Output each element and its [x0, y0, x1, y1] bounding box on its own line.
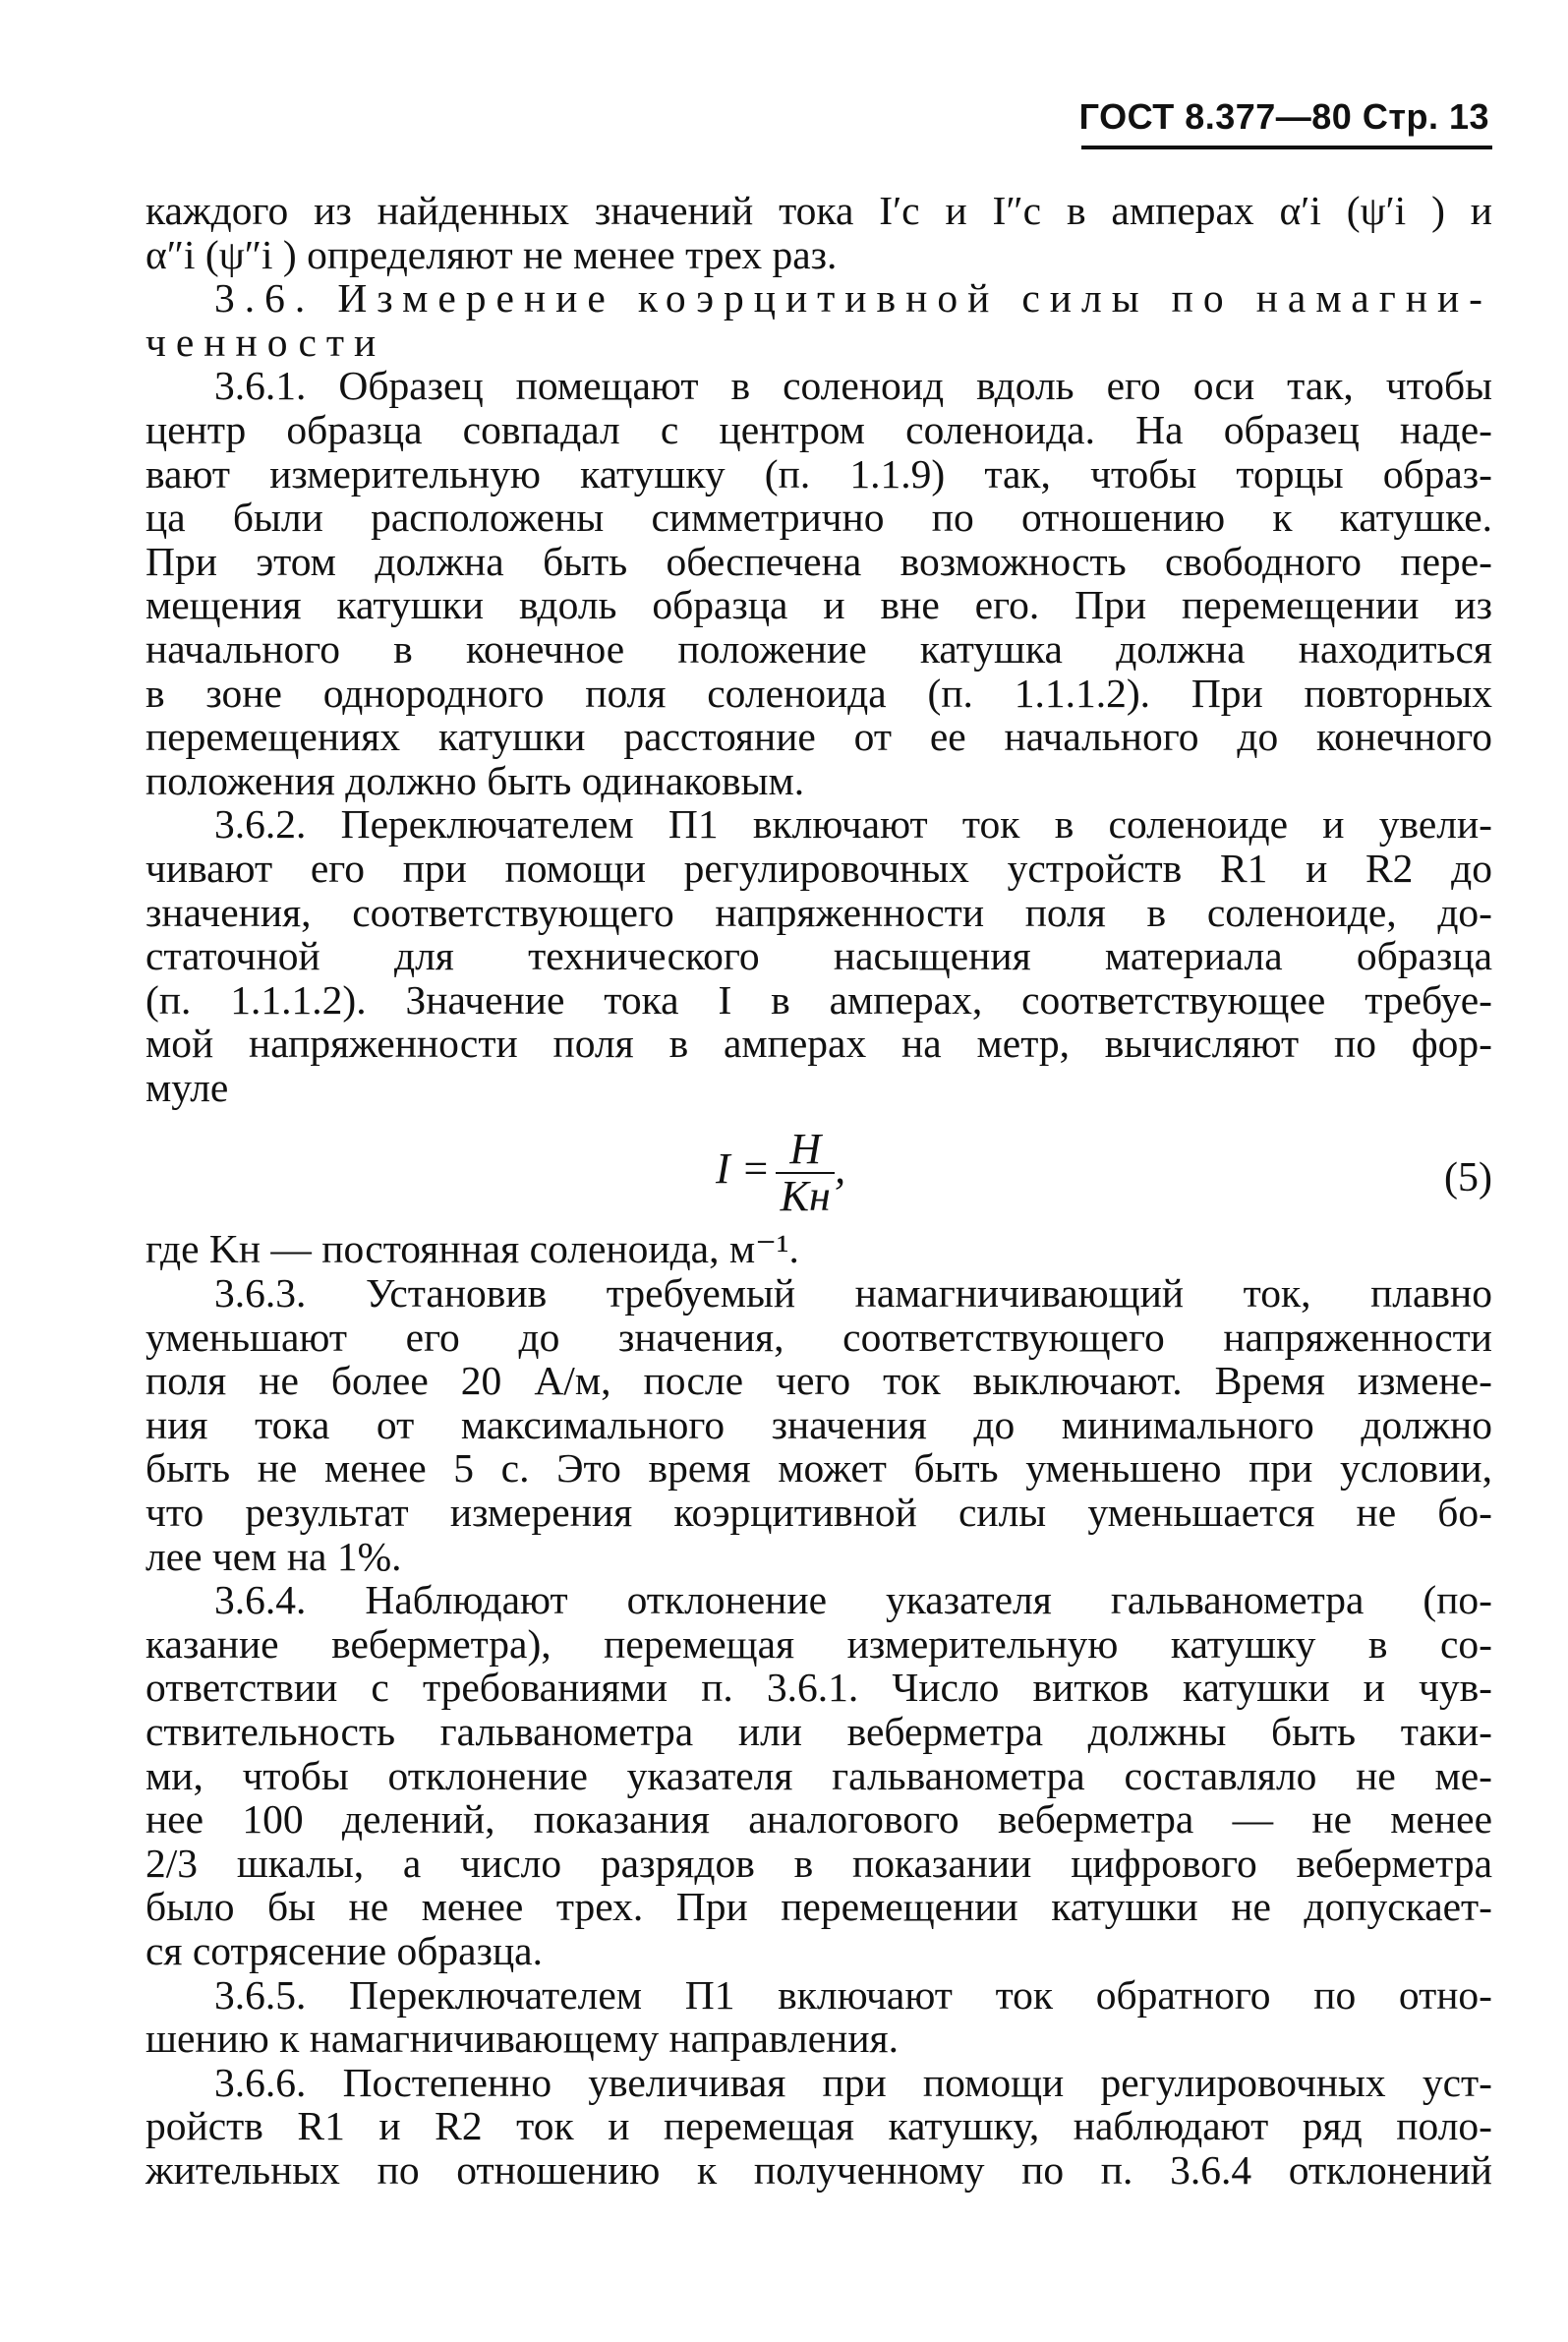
- text-line: что результат измерения коэрцитивной силы уменьшается не бо-: [145, 1490, 1492, 1536]
- header-rule: [1081, 146, 1492, 149]
- text-line: ствительность гальванометра или веберметра должны быть таки-: [145, 1709, 1492, 1754]
- text-line: быть не менее 5 с. Это время может быть уменьшено при условии,: [145, 1445, 1492, 1492]
- text-line: 2/3 шкалы, а число разрядов в показании цифрового веберметра: [145, 1840, 1492, 1886]
- text-line: статочной для технического насыщения материала образца: [145, 933, 1492, 979]
- text-line: казание веберметра), перемещая измерительную катушку в со-: [145, 1620, 1492, 1667]
- text-line: 3.6.6. Постепенно увеличивая при помощи регулировочных уст-: [214, 2059, 1492, 2105]
- text-line: чивают его при помощи регулировочных устройств R1 и R2 до: [145, 845, 1492, 891]
- text-line: α″i (ψ″i ) определяют не менее трех раз.: [145, 231, 838, 277]
- text-line: ми, чтобы отклонение указателя гальванометра составляло не ме-: [145, 1752, 1492, 1798]
- text-line: поля не более 20 А/м, после чего ток выключают. Время измене-: [145, 1358, 1492, 1404]
- text-line: шению к намагничивающему направления.: [145, 2016, 900, 2062]
- section-heading: 3.6. Измерение коэрцитивной силы по намагни-: [214, 275, 1492, 322]
- page-header: ГОСТ 8.377—80 Стр. 13: [1078, 96, 1489, 137]
- formula-block: [145, 1109, 1492, 1227]
- text-line: начального в конечное положение катушка должна находиться: [145, 625, 1492, 672]
- text-line: 3.6.3. Установив требуемый намагничивающий ток, плавно: [214, 1270, 1492, 1317]
- formula-lhs: I =: [716, 1144, 771, 1194]
- text-line: положения должно быть одинаковым.: [145, 757, 805, 803]
- text-line: (п. 1.1.1.2). Значение тока I в амперах, соответствующее требуе-: [145, 976, 1492, 1023]
- text-line: где Kн — постоянная соленоида, м⁻¹.: [145, 1226, 799, 1272]
- text-line: ройств R1 и R2 ток и перемещая катушку, наблюдают ряд поло-: [145, 2103, 1492, 2149]
- text-line: 3.6.2. Переключателем П1 включают ток в соленоиде и увели-: [214, 801, 1492, 848]
- text-line: перемещениях катушки расстояние от ее начального до конечного: [145, 714, 1492, 760]
- text-line: 3.6.5. Переключателем П1 включают ток обратного по отно-: [214, 1971, 1492, 2018]
- formula-trailing: ,: [835, 1144, 846, 1194]
- text-line: нее 100 делений, показания аналогового веберметра — не менее: [145, 1796, 1492, 1843]
- text-line: ца были расположены симметрично по отношению к катушке.: [145, 495, 1492, 541]
- text-line: ния тока от максимального значения до минимального должно: [145, 1401, 1492, 1447]
- text-line: значения, соответствующего напряженности поля в соленоиде, до-: [145, 889, 1492, 935]
- section-heading: ченности: [145, 319, 386, 365]
- formula-denominator: Kн: [780, 1172, 831, 1221]
- formula-fraction: [776, 1127, 835, 1219]
- document-body: [145, 189, 1492, 2193]
- text-line: было бы не менее трех. При перемещении катушки не допускает-: [145, 1884, 1492, 1930]
- formula-numerator: H: [776, 1127, 835, 1174]
- text-line: в зоне однородного поля соленоида (п. 1.1.1.2). При повторных: [145, 670, 1492, 716]
- text-line: мой напряженности поля в амперах на метр, вычисляют по фор-: [145, 1021, 1492, 1067]
- text-line: жительных по отношению к полученному по п. 3.6.4 отклонений: [145, 2146, 1492, 2193]
- text-line: лее чем на 1%.: [145, 1533, 402, 1579]
- text-line: При этом должна быть обеспечена возможность свободного пере-: [145, 538, 1492, 584]
- text-line: 3.6.1. Образец помещают в соленоид вдоль его оси так, чтобы: [214, 363, 1492, 409]
- formula-number: (5): [1444, 1155, 1492, 1201]
- text-line: 3.6.4. Наблюдают отклонение указателя гальванометра (по-: [214, 1577, 1492, 1623]
- formula: [716, 1127, 845, 1219]
- text-line: центр образца совпадал с центром соленоида. На образец наде-: [145, 406, 1492, 452]
- text-line: уменьшают его до значения, соответствующего напряженности: [145, 1314, 1492, 1360]
- text-line: мещения катушки вдоль образца и вне его. При перемещении из: [145, 582, 1492, 628]
- text-line: ся сотрясение образца.: [145, 1927, 543, 1973]
- text-line: муле: [145, 1064, 229, 1110]
- text-line: вают измерительную катушку (п. 1.1.9) так, чтобы торцы образ-: [145, 450, 1492, 497]
- text-line: каждого из найденных значений тока I′с и I″с в амперах α′i (ψ′i ) и: [145, 188, 1492, 233]
- text-line: ответствии с требованиями п. 3.6.1. Число витков катушки и чув-: [145, 1665, 1492, 1711]
